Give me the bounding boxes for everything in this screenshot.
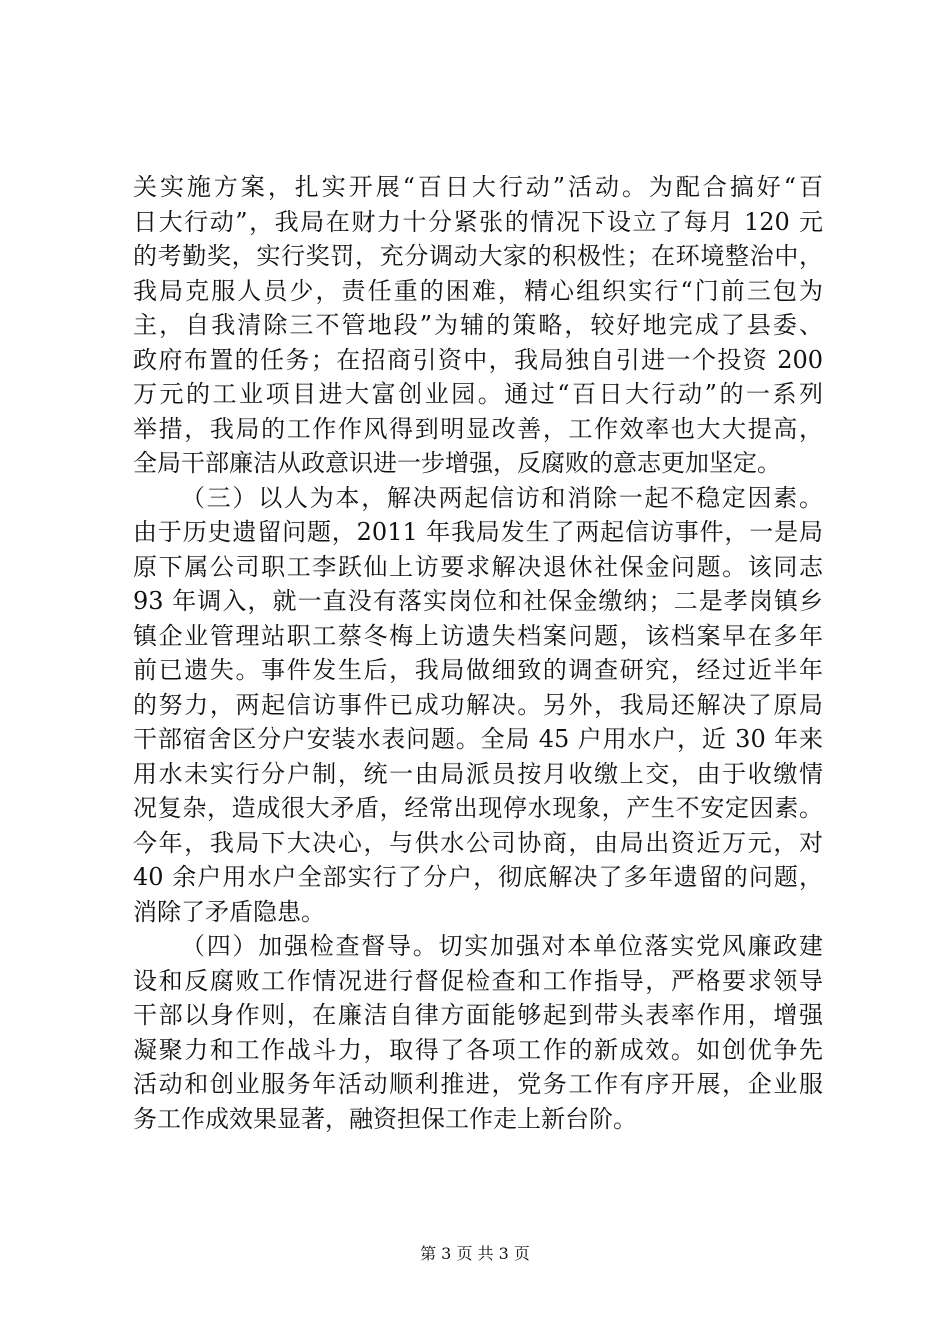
paragraph — [133, 170, 823, 481]
text-line: 由于历史遗留问题，2011 年我局发生了两起信访事件，一是局 — [133, 518, 823, 546]
section-heading-line: （三）以人为本，解决两起信访和消除一起不稳定因素。 — [181, 483, 823, 512]
text-line: 万元的工业项目进大富创业园。通过“百日大行动”的一系列 — [133, 380, 823, 408]
text-line: 凝聚力和工作战斗力，取得了各项工作的新成效。如创优争先 — [133, 1035, 823, 1064]
text-line: 40 余户用水户全部实行了分户，彻底解决了多年遗留的问题， — [133, 863, 823, 891]
text-line: 活动和创业服务年活动顺利推进，党务工作有序开展，企业服 — [133, 1070, 823, 1098]
text-line: 镇企业管理站职工蔡冬梅上访遗失档案问题，该档案早在多年 — [133, 621, 823, 650]
text-line: 主，自我清除三不管地段”为辅的策略，较好地完成了县委、 — [133, 311, 823, 339]
text-line: 务工作成效果显著，融资担保工作走上新台阶。 — [133, 1104, 637, 1133]
text-line: 设和反腐败工作情况进行督促检查和工作指导，严格要求领导 — [133, 966, 823, 995]
document-body — [133, 170, 823, 1136]
text-line: 93 年调入，就一直没有落实岗位和社保金缴纳；二是孝岗镇乡 — [133, 587, 823, 615]
paragraph — [133, 481, 823, 930]
text-line: 干部宿舍区分户安装水表问题。全局 45 户用水户，近 30 年来 — [133, 725, 823, 753]
text-line: 今年，我局下大决心，与供水公司协商，由局出资近万元，对 — [133, 828, 823, 857]
text-line: 的考勤奖，实行奖罚，充分调动大家的积极性；在环境整治中， — [133, 242, 823, 270]
page-number-footer: 第 3 页 共 3 页 — [420, 1244, 530, 1263]
text-line: 举措，我局的工作作风得到明显改善，工作效率也大大提高， — [133, 414, 823, 443]
section-heading-line: （四）加强检查督导。切实加强对本单位落实党风廉政建 — [181, 932, 823, 960]
text-line: 政府布置的任务；在招商引资中，我局独自引进一个投资 200 — [133, 345, 823, 374]
text-line: 况复杂，造成很大矛盾，经常出现停水现象，产生不安定因素。 — [133, 794, 823, 822]
text-line: 原下属公司职工李跃仙上访要求解决退休社保金问题。该同志 — [133, 552, 823, 581]
text-line: 消除了矛盾隐患。 — [133, 897, 325, 926]
text-line: 前已遗失。事件发生后，我局做细致的调查研究，经过近半年 — [133, 656, 823, 684]
text-line: 的努力，两起信访事件已成功解决。另外，我局还解决了原局 — [133, 690, 823, 719]
text-line: 用水未实行分户制，统一由局派员按月收缴上交，由于收缴情 — [133, 759, 823, 788]
text-line: 关实施方案，扎实开展“百日大行动”活动。为配合搞好“百 — [133, 173, 823, 201]
text-line: 干部以身作则，在廉洁自律方面能够起到带头表率作用，增强 — [133, 1001, 823, 1029]
paragraph — [133, 929, 823, 1136]
text-line: 全局干部廉洁从政意识进一步增强，反腐败的意志更加坚定。 — [133, 449, 781, 477]
text-line: 我局克服人员少，责任重的困难，精心组织实行“门前三包为 — [133, 276, 823, 305]
text-line: 日大行动”，我局在财力十分紧张的情况下设立了每月 120 元 — [133, 207, 823, 236]
